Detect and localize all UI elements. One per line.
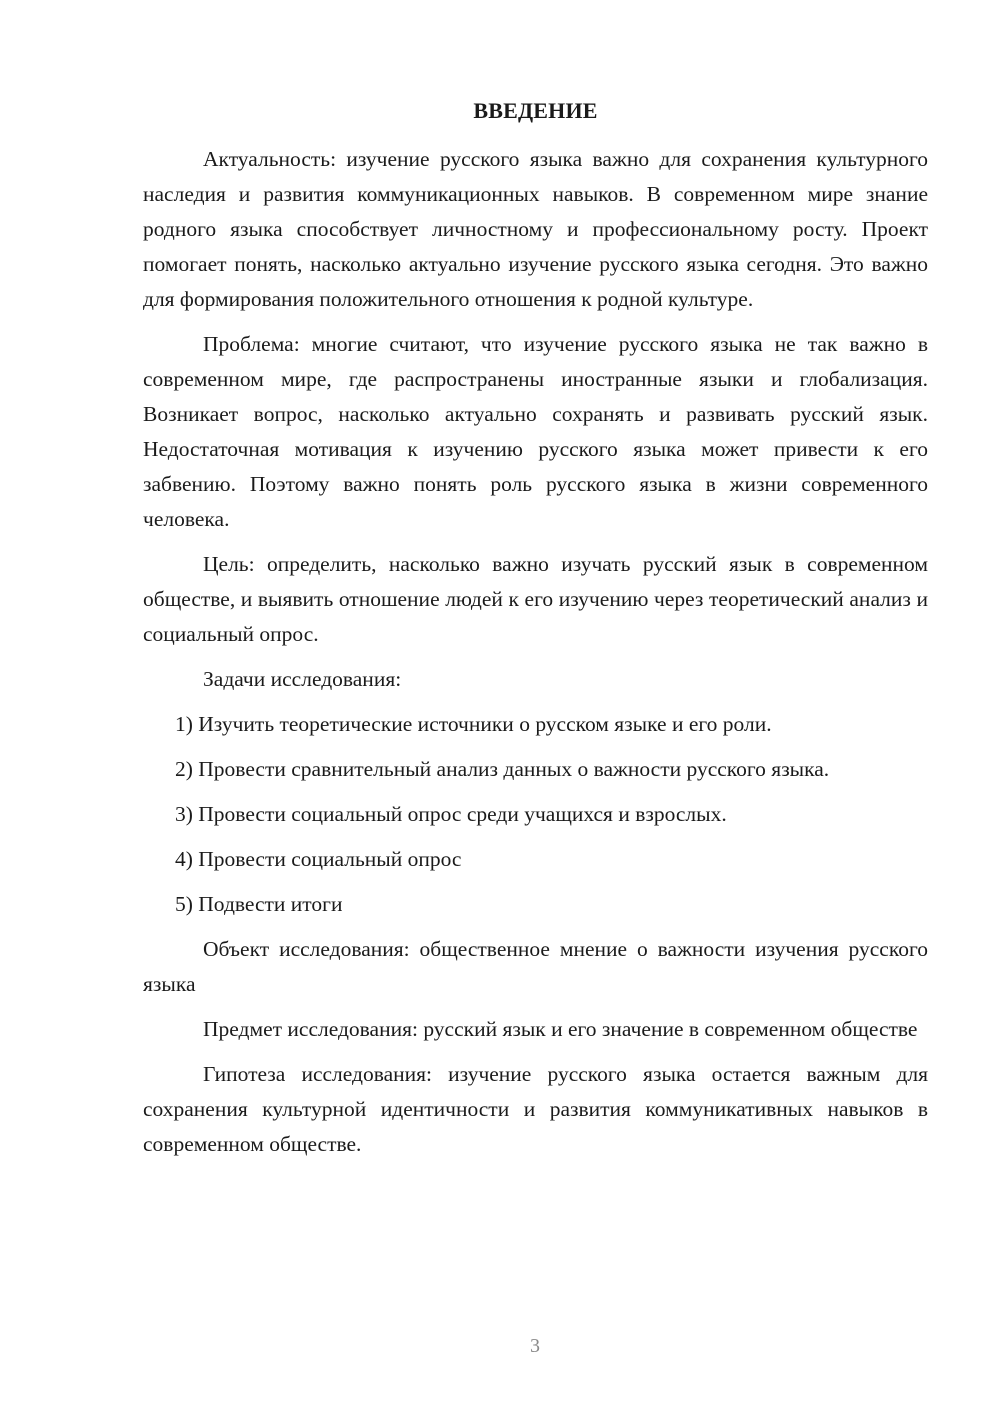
paragraph-tasks-heading: Задачи исследования: xyxy=(203,667,402,691)
document-body xyxy=(143,142,928,1172)
paragraph-problem: Проблема: многие считают, что изучение русского языка не так важно в современном мире, где распространены иностранные языки и глобализация. Возникает вопрос, насколько актуально сохранять и развивать русский язык. Недостаточная мотивация к изучению русского языка может привести к его забвению. Поэтому важно понять роль русского языка в жизни современного человека. xyxy=(143,332,928,531)
paragraph-goal: Цель: определить, насколько важно изучать русский язык в современном обществе, и выявить отношение людей к его изучению через теоретический анализ и социальный опрос. xyxy=(143,552,928,646)
task-item-2: 2) Провести сравнительный анализ данных о важности русского языка. xyxy=(175,757,830,781)
task-item-3: 3) Провести социальный опрос среди учащихся и взрослых. xyxy=(175,802,727,826)
page-title: ВВЕДЕНИЕ xyxy=(473,98,598,123)
paragraph-object: Объект исследования: общественное мнение о важности изучения русского языка xyxy=(143,937,928,996)
task-item-4: 4) Провести социальный опрос xyxy=(175,847,462,871)
page-number: 3 xyxy=(530,1335,540,1357)
task-item-1: 1) Изучить теоретические источники о русском языке и его роли. xyxy=(175,712,772,736)
paragraph-relevance: Актуальность: изучение русского языка важно для сохранения культурного наследия и развития коммуникационных навыков. В современном мире знание родного языка способствует личностному и профессиональному росту. Проект помогает понять, насколько актуально изучение русского языка сегодня. Это важно для формирования положительного отношения к родной культуре. xyxy=(143,147,928,311)
task-item-5: 5) Подвести итоги xyxy=(175,892,343,916)
paragraph-hypothesis: Гипотеза исследования: изучение русского языка остается важным для сохранения культурной идентичности и развития коммуникативных навыков в современном обществе. xyxy=(143,1062,928,1156)
paragraph-subject: Предмет исследования: русский язык и его значение в современном обществе xyxy=(203,1017,918,1041)
